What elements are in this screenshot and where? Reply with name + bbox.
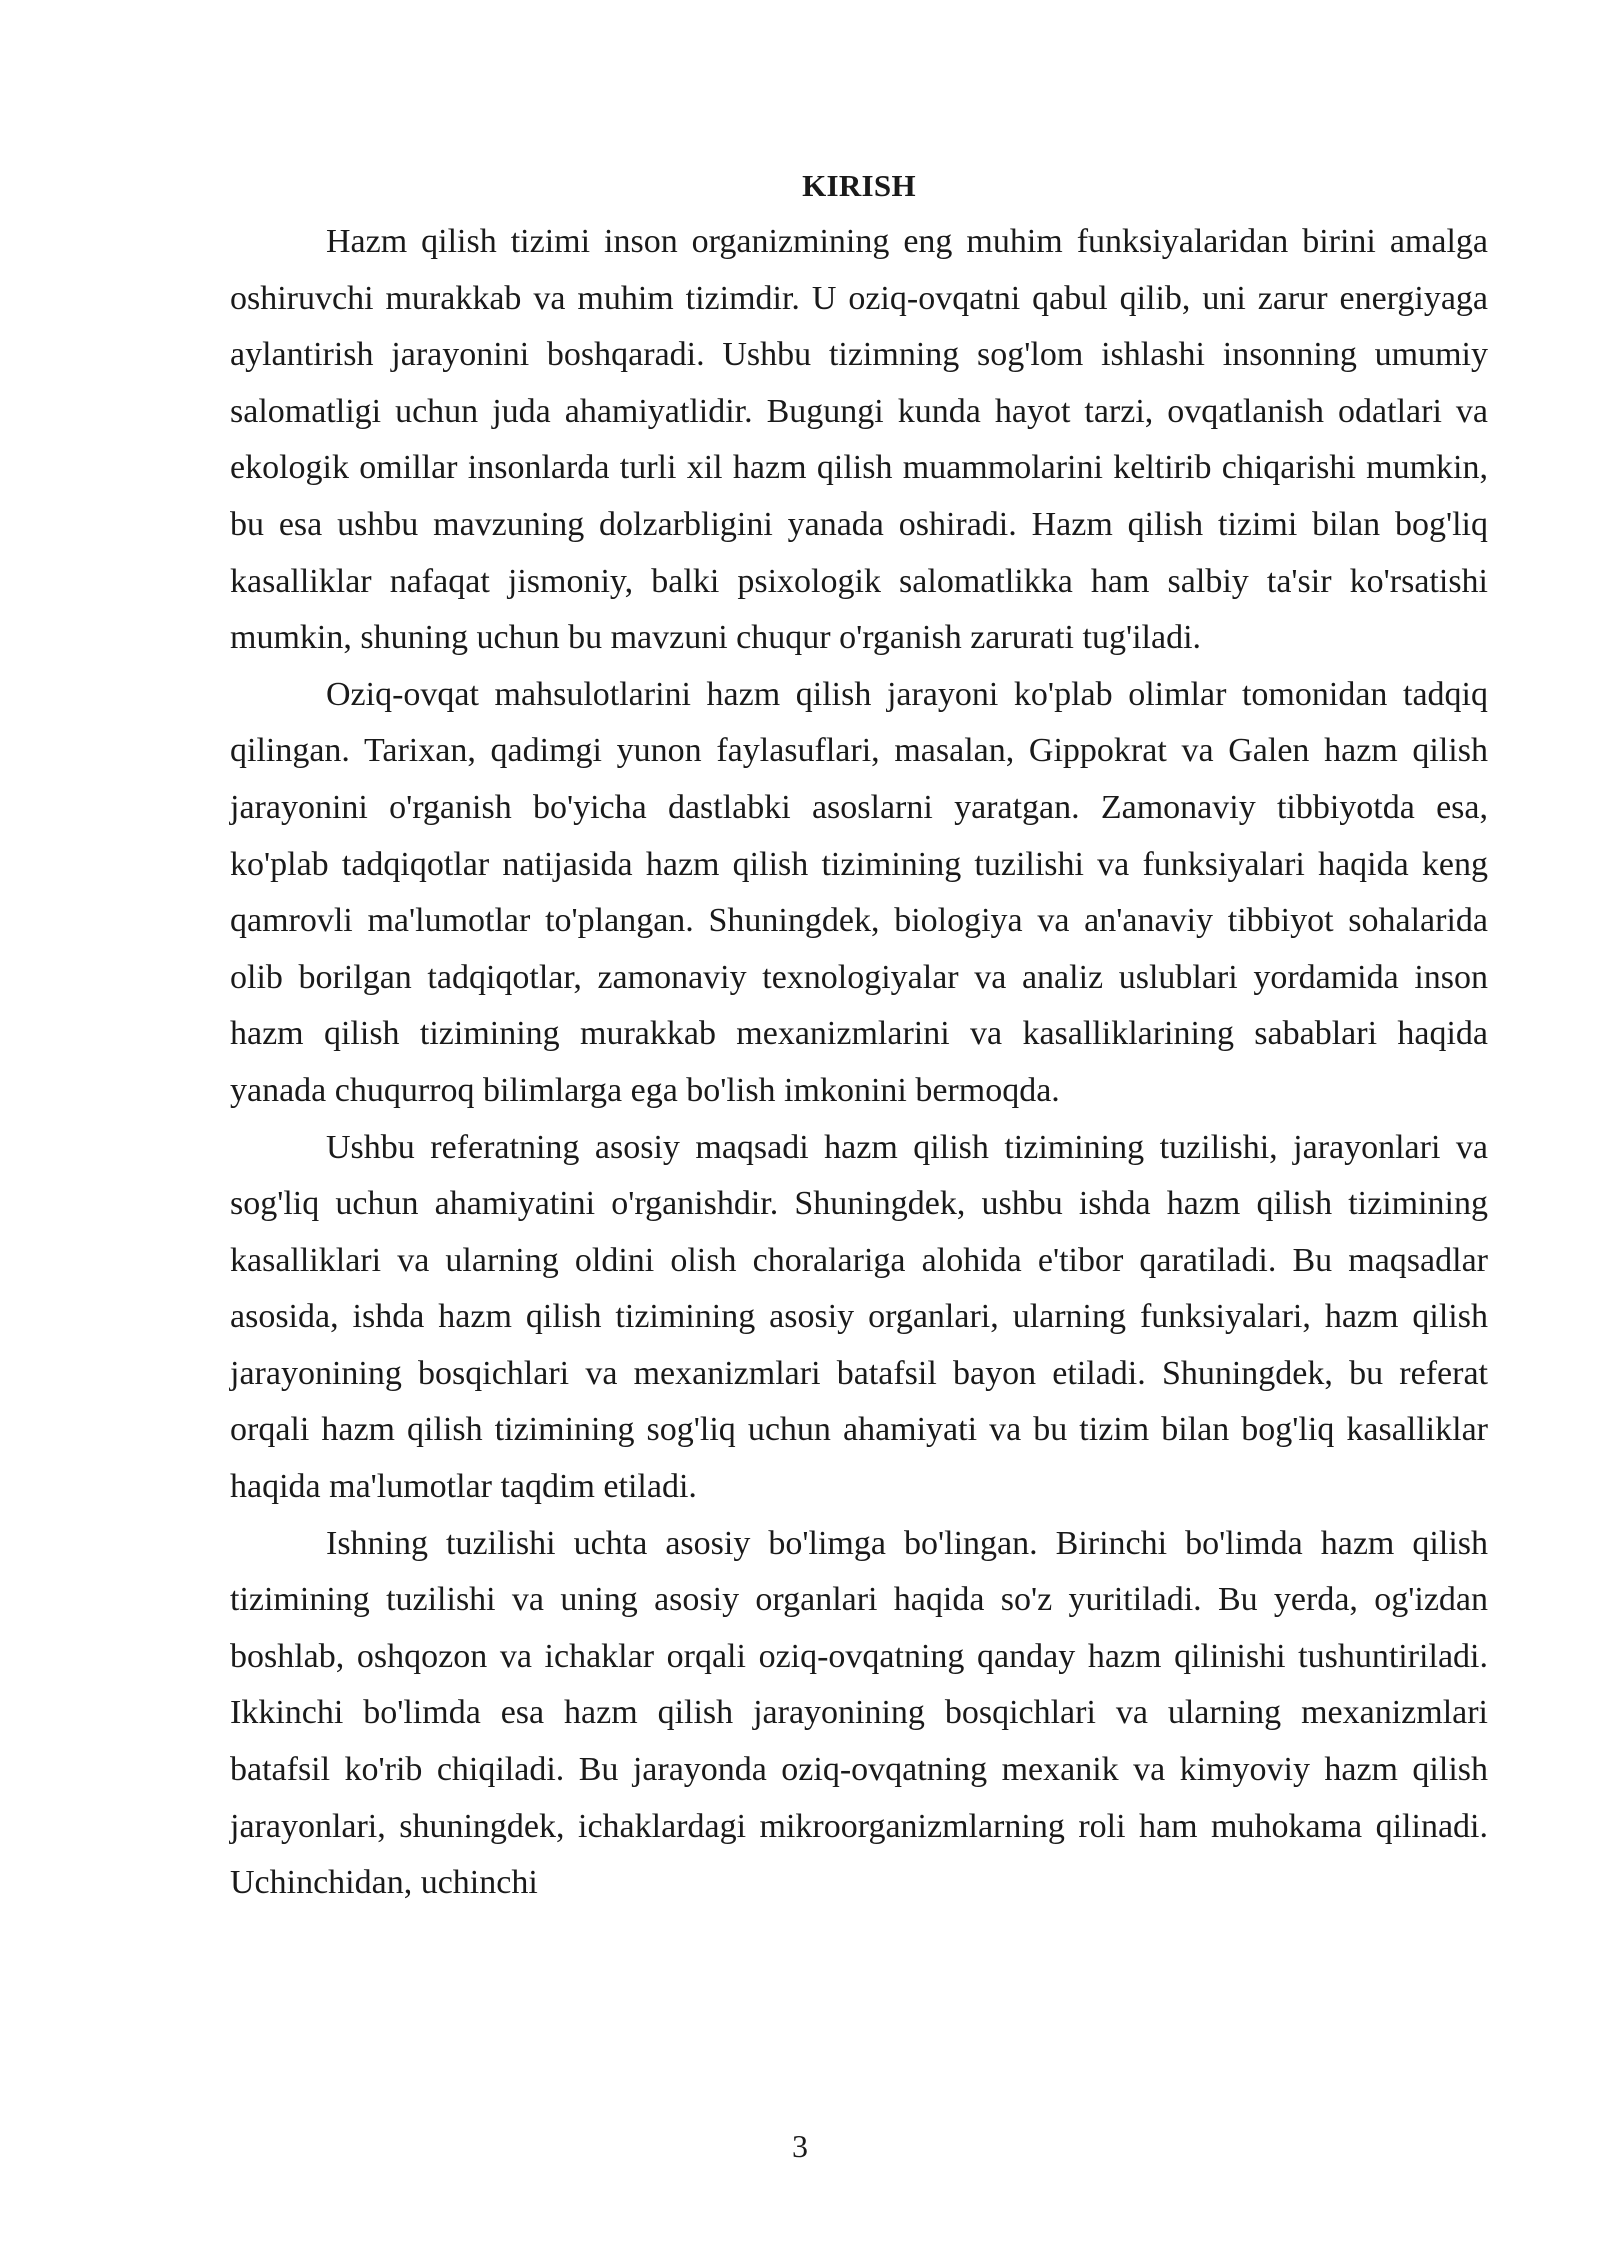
section-title: KIRISH <box>802 168 916 203</box>
paragraph-purpose: Ushbu referatning asosiy maqsadi hazm qilish tizimining tuzilishi, jarayonlari va sog'liq uchun ahamiyatini o'rganishdir. Shuningdek, ushbu ishda hazm qilish tizimining kasalliklari va ularning oldini olish choralariga alohida e'tibor qaratiladi. Bu maqsadlar asosida, ishda hazm qilish tizimining asosiy organlari, ularning funksiyalari, hazm qilish jarayonining bosqichlari va mexanizmlari batafsil bayon etiladi. Shuningdek, bu referat orqali hazm qilish tizimining sog'liq uchun ahamiyati va bu tizim bilan bog'liq kasalliklar haqida ma'lumotlar taqdim etiladi. <box>230 1128 1488 1506</box>
paragraph-history: Oziq-ovqat mahsulotlarini hazm qilish jarayoni ko'plab olimlar tomonidan tadqiq qilingan. Tarixan, qadimgi yunon faylasuflari, masalan, Gippokrat va Galen hazm qilish jarayonini o'rganish bo'yicha dastlabki asoslarni yaratgan. Zamonaviy tibbiyotda esa, ko'plab tadqiqotlar natijasida hazm qilish tizimining tuzilishi va funksiyalari haqida keng qamrovli ma'lumotlar to'plangan. Shuningdek, biologiya va an'anaviy tibbiyot sohalarida olib borilgan tadqiqotlar, zamonaviy texnologiyalar va analiz uslublari yordamida inson hazm qilish tizimining murakkab mexanizmlarini va kasalliklarining sabablari haqida yanada chuqurroq bilimlarga ega bo'lish imkonini bermoqda. <box>230 675 1488 1109</box>
page-body <box>230 158 1488 1912</box>
paragraph-structure: Ishning tuzilishi uchta asosiy bo'limga bo'lingan. Birinchi bo'limda hazm qilish tizimining tuzilishi va uning asosiy organlari haqida so'z yuritiladi. Bu yerda, og'izdan boshlab, oshqozon va ichaklar orqali oziq-ovqatning qanday hazm qilinishi tushuntiriladi. Ikkinchi bo'limda esa hazm qilish jarayonining bosqichlari va ularning mexanizmlari batafsil ko'rib chiqiladi. Bu jarayonda oziq-ovqatning mexanik va kimyoviy hazm qilish jarayonlari, shuningdek, ichaklardagi mikroorganizmlarning roli ham muhokama qilinadi. Uchinchidan, uchinchi <box>230 1524 1488 1902</box>
paragraph-intro: Hazm qilish tizimi inson organizmining eng muhim funksiyalaridan birini amalga oshiruvchi murakkab va muhim tizimdir. U oziq-ovqatni qabul qilib, uni zarur energiyaga aylantirish jarayonini boshqaradi. Ushbu tizimning sog'lom ishlashi insonning umumiy salomatligi uchun juda ahamiyatlidir. Bugungi kunda hayot tarzi, ovqatlanish odatlari va ekologik omillar insonlarda turli xil hazm qilish muammolarini keltirib chiqarishi mumkin, bu esa ushbu mavzuning dolzarbligini yanada oshiradi. Hazm qilish tizimi bilan bog'liq kasalliklar nafaqat jismoniy, balki psixologik salomatlikka ham salbiy ta'sir ko'rsatishi mumkin, shuning uchun bu mavzuni chuqur o'rganish zarurati tug'iladi. <box>230 223 1488 657</box>
page-number: 3 <box>792 2128 808 2164</box>
